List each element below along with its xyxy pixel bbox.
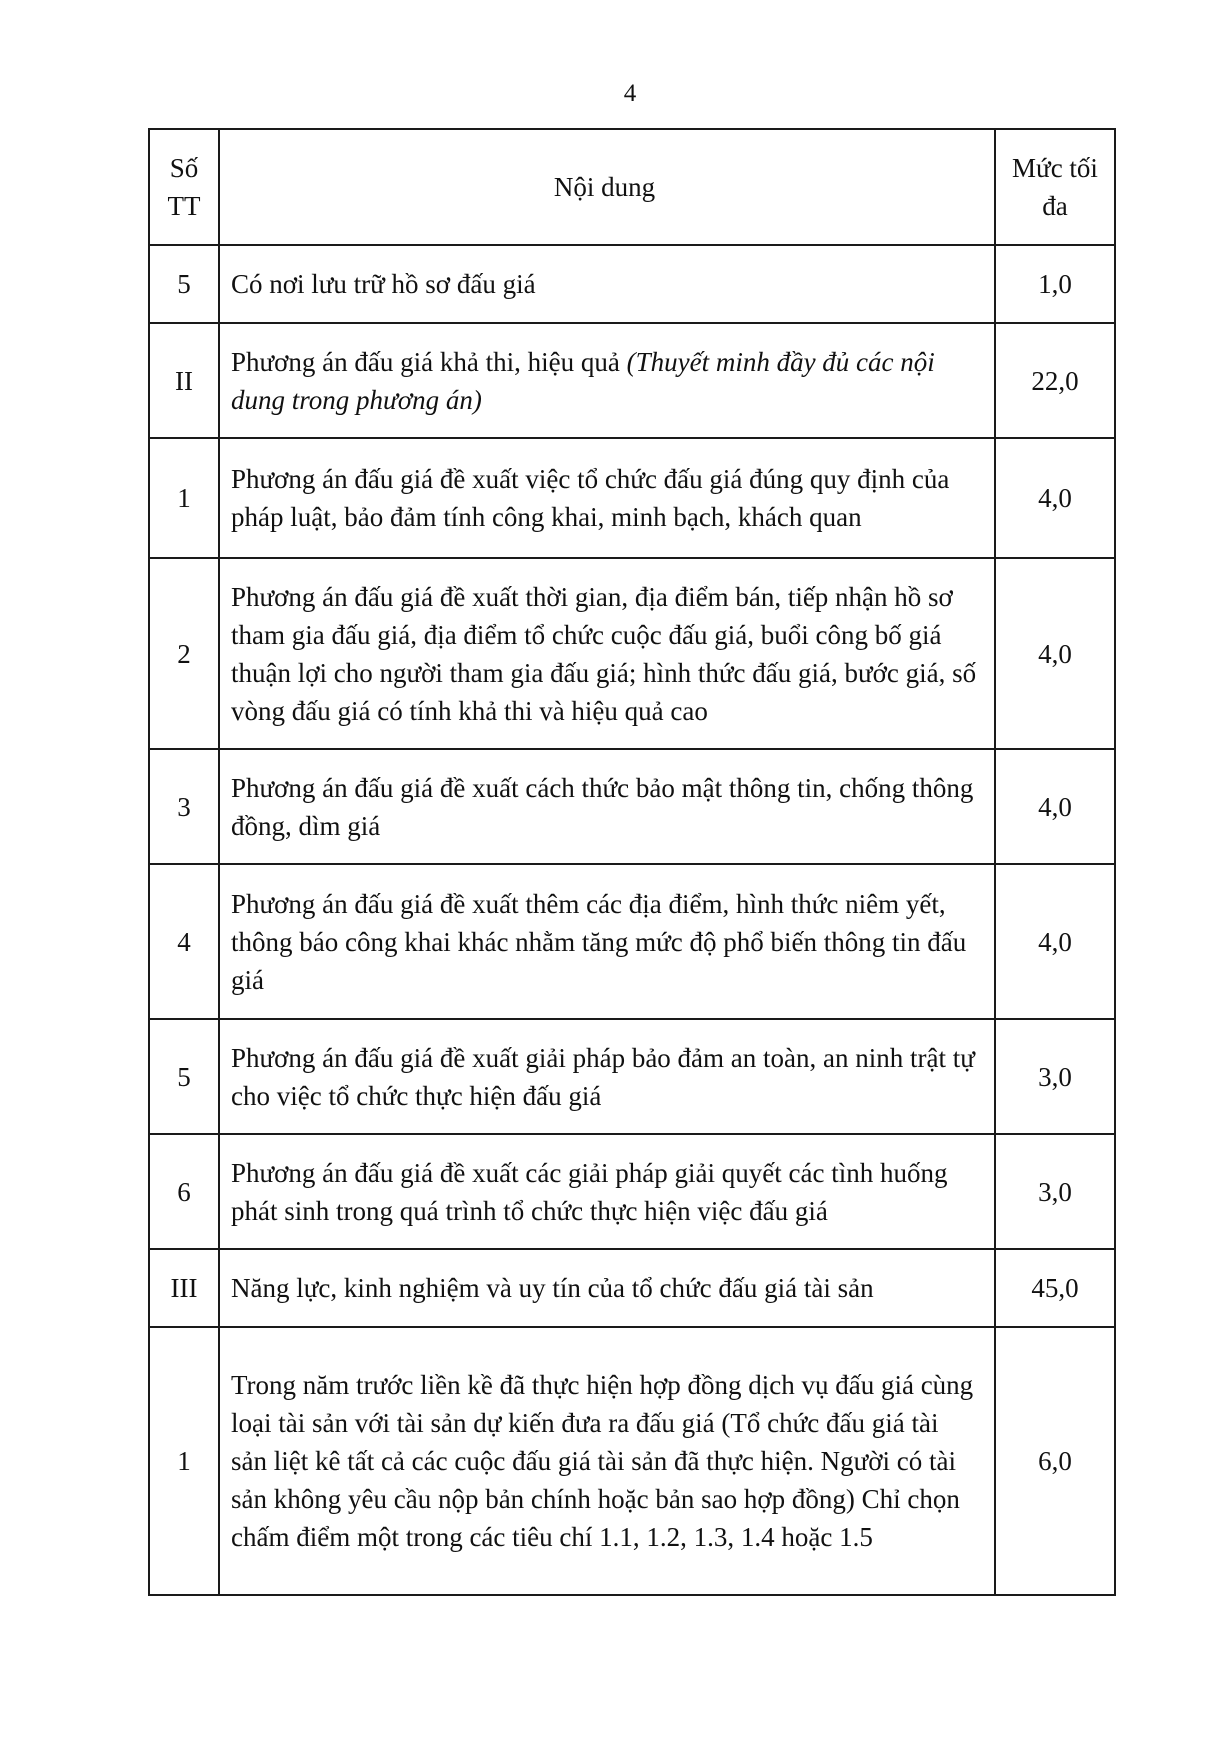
header-max-score (995, 129, 1115, 245)
row-stt: III (149, 1249, 219, 1327)
table-row (149, 749, 1115, 864)
row-max-score: 3,0 (995, 1019, 1115, 1134)
header-content: Nội dung (219, 129, 995, 245)
row-content: Phương án đấu giá đề xuất thời gian, địa điểm bán, tiếp nhận hồ sơ tham gia đấu giá, địa điểm tổ chức cuộc đấu giá, buổi công bố giá thuận lợi cho người tham gia đấu giá; hình thức đấu giá, bước giá, số vòng đấu giá có tính khả thi và hiệu quả cao (219, 558, 995, 749)
row-content-text: Phương án đấu giá khả thi, hiệu quả (231, 346, 627, 377)
row-max-score: 4,0 (995, 864, 1115, 1019)
row-stt: 5 (149, 1019, 219, 1134)
row-content: Phương án đấu giá đề xuất giải pháp bảo đảm an toàn, an ninh trật tự cho việc tổ chức thực hiện đấu giá (219, 1019, 995, 1134)
header-max-line2: đa (1042, 191, 1068, 221)
row-max-score: 45,0 (995, 1249, 1115, 1327)
table-row (149, 1019, 1115, 1134)
header-stt (149, 129, 219, 245)
header-stt-line1: Số (169, 153, 199, 183)
row-max-score: 4,0 (995, 558, 1115, 749)
row-stt: 1 (149, 1327, 219, 1595)
row-max-score: 22,0 (995, 323, 1115, 438)
table-row (149, 864, 1115, 1019)
table-row (149, 438, 1115, 558)
criteria-table (148, 128, 1116, 1596)
row-max-score: 1,0 (995, 245, 1115, 323)
row-stt: 1 (149, 438, 219, 558)
row-stt: II (149, 323, 219, 438)
row-stt: 6 (149, 1134, 219, 1249)
row-max-score: 4,0 (995, 749, 1115, 864)
row-max-score: 3,0 (995, 1134, 1115, 1249)
row-content: Phương án đấu giá đề xuất việc tổ chức đấu giá đúng quy định của pháp luật, bảo đảm tính công khai, minh bạch, khách quan (219, 438, 995, 558)
row-content: Trong năm trước liền kề đã thực hiện hợp đồng dịch vụ đấu giá cùng loại tài sản với tài sản dự kiến đưa ra đấu giá (Tổ chức đấu giá tài sản liệt kê tất cả các cuộc đấu giá tài sản đã thực hiện. Người có tài sản không yêu cầu nộp bản chính hoặc bản sao hợp đồng) Chỉ chọn chấm điểm một trong các tiêu chí 1.1, 1.2, 1.3, 1.4 hoặc 1.5 (219, 1327, 995, 1595)
row-stt: 4 (149, 864, 219, 1019)
page-number: 4 (623, 80, 637, 107)
row-stt: 2 (149, 558, 219, 749)
table-row (149, 323, 1115, 438)
row-stt: 5 (149, 245, 219, 323)
row-content-italic: (Thuyết minh đầy đủ các nội dung trong phương án) (231, 346, 935, 415)
row-content: Phương án đấu giá đề xuất các giải pháp giải quyết các tình huống phát sinh trong quá trình tổ chức thực hiện việc đấu giá (219, 1134, 995, 1249)
header-stt-line2: TT (167, 191, 201, 221)
row-max-score: 6,0 (995, 1327, 1115, 1595)
table-row (149, 1249, 1115, 1327)
row-content (219, 323, 995, 438)
table-header-row (149, 129, 1115, 245)
row-content: Có nơi lưu trữ hồ sơ đấu giá (219, 245, 995, 323)
table-row (149, 1134, 1115, 1249)
row-stt: 3 (149, 749, 219, 864)
row-max-score: 4,0 (995, 438, 1115, 558)
row-content: Phương án đấu giá đề xuất thêm các địa điểm, hình thức niêm yết, thông báo công khai khác nhằm tăng mức độ phổ biến thông tin đấu giá (219, 864, 995, 1019)
table-row (149, 245, 1115, 323)
table-row (149, 1327, 1115, 1595)
header-max-line1: Mức tối (1012, 153, 1098, 183)
table-row (149, 558, 1115, 749)
row-content: Năng lực, kinh nghiệm và uy tín của tổ chức đấu giá tài sản (219, 1249, 995, 1327)
row-content: Phương án đấu giá đề xuất cách thức bảo mật thông tin, chống thông đồng, dìm giá (219, 749, 995, 864)
